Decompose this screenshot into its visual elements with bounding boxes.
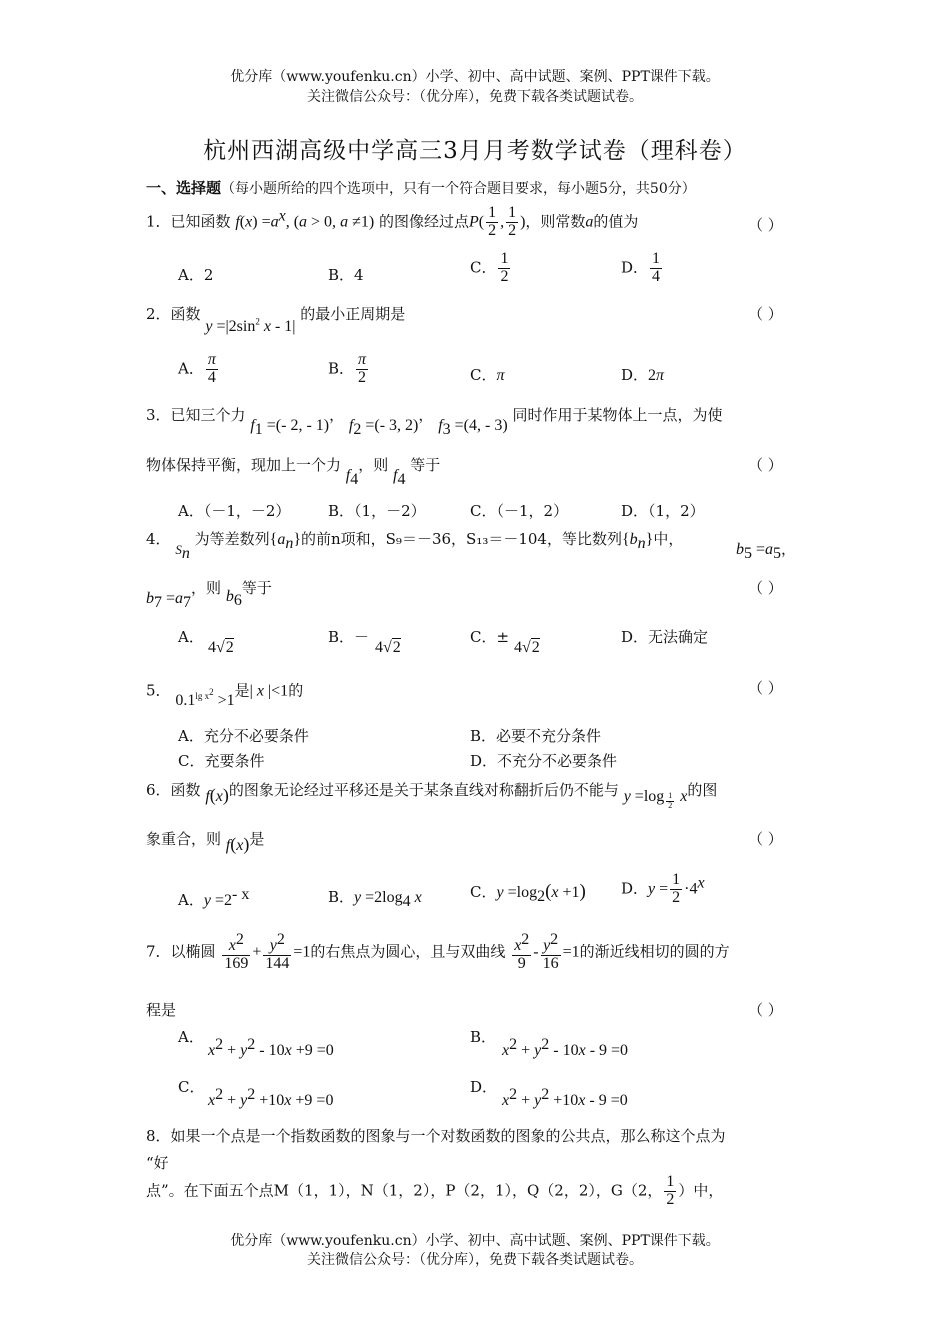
question-4-line-2: $b_7 =a_7$，则 $b_6$等于: [146, 579, 272, 611]
q1-option-a: A．2: [178, 266, 214, 284]
q2-formula: y: [205, 318, 213, 335]
q7-hyperbola: $\frac{x^2}{9}$: [514, 931, 530, 972]
q5-option-c: C．充要条件: [178, 752, 265, 770]
q4-option-c: C．±: [470, 628, 510, 646]
question-4-line-1: 4． $S_n$ 为等差数列$\{a_n\}$的前n项和，S₉＝－36，S₁₃＝－104，等比数列$\{b_n\}$中，: [146, 530, 684, 562]
q4-number: 4．: [146, 530, 171, 548]
q7-option-d: D．: [470, 1078, 498, 1096]
q1-option-d: D． $\frac{1}{4}$: [621, 250, 661, 285]
section-heading: [146, 177, 696, 198]
q5-answer-paren: （ ）: [748, 679, 783, 697]
q3-answer-paren: （ ）: [748, 456, 783, 474]
q2-number: 2．函数: [146, 305, 201, 323]
page-title: 杭州西湖高级中学高三3月月考数学试卷（理科卷）: [203, 138, 747, 164]
q1-option-c: C． $\frac{1}{2}$: [470, 250, 509, 285]
footer-line-1: 优分库（www.youfenku.cn）小学、初中、高中试题、案例、PPT课件下载。: [230, 1233, 720, 1249]
q7-option-a: A．: [178, 1028, 204, 1046]
q3-text: 3．已知三个力: [146, 406, 246, 424]
footer-line-2: 关注微信公众号：（优分库），免费下载各类试题试卷。: [307, 1252, 643, 1268]
q2-option-d: D．2π: [621, 366, 665, 384]
q4-sqrt-c: 4√2: [514, 639, 540, 656]
q3-option-a: A．（－1，－2）: [178, 502, 291, 520]
q2-answer-paren: （ ）: [748, 305, 783, 323]
q2-option-b: B． $\frac{\pi}{2}$: [328, 351, 367, 386]
q5-number: 5．: [146, 681, 171, 700]
q2-text: 的最小正周期是: [300, 305, 406, 323]
q3-option-c: C．（－1，2）: [470, 502, 569, 520]
q3-text-3: 物体保持平衡，现加上一个力: [146, 456, 342, 474]
q7-number: 7．以椭圆: [146, 942, 216, 961]
q4-option-b: B．－: [328, 628, 370, 646]
q7-option-c: C．: [178, 1078, 205, 1096]
question-7-line-2: 程是: [146, 1001, 177, 1019]
q3-option-d: D．（1，2）: [621, 502, 705, 520]
question-6-line-2: 象重合，则 f(x)是: [146, 830, 265, 854]
q5-option-b: B．必要不充分条件: [470, 727, 602, 745]
header-line-1: 优分库（www.youfenku.cn）小学、初中、高中试题、案例、PPT课件下载。: [230, 69, 720, 85]
q2-option-a: A． $\frac{\pi}{4}$: [178, 351, 216, 386]
q4-sqrt-a: 4√2: [208, 639, 234, 656]
q1-text-3: ，则常数: [525, 212, 586, 231]
q4-option-a: A．: [178, 628, 204, 646]
question-7-line-1: 7．以椭圆 $\frac{x^2}{169}$ + $\frac{y^2}{144}$ =1的右焦点为圆心，且与双曲线 $\frac{x^2}{9}$ - $\frac{y^2}{16}$ =1的渐近线相切的圆的方: [146, 931, 730, 972]
q7-option-b: B．: [470, 1028, 497, 1046]
q1-text: 已知函数: [170, 212, 231, 231]
q1-answer-paren: （ ）: [748, 216, 783, 234]
question-6-line-1: 6．函数 f(x)的图象无论经过平移还是关于某条直线对称翻折后仍不能与 y =log $_{\frac{1}{2}}$ x的图: [146, 781, 718, 810]
q3-text-2: 同时作用于某物体上一点，为使: [512, 406, 723, 424]
q1-text-2: 的图像经过点: [378, 212, 469, 231]
q7-formula-d: $x^2 + y^2 +10x - 9 =0$: [502, 1086, 628, 1109]
header-line-2: 关注微信公众号：（优分库），免费下载各类试题试卷。: [307, 89, 643, 105]
question-8-line-1: 8．如果一个点是一个指数函数的图象与一个对数函数的图象的公共点，那么称这个点为: [146, 1127, 726, 1145]
q5-option-a: A．充分不必要条件: [178, 727, 309, 745]
q1-number: 1．: [146, 212, 171, 231]
q4-formula-b5: $b_5 =a_5$，: [736, 540, 797, 562]
q1-text-4: 的值为: [593, 212, 639, 231]
question-5: 5． $0.1^{lg x^2} >1$是| x |<1的: [146, 681, 304, 710]
q1-option-b: B．4: [328, 266, 364, 284]
q4-option-d: D．无法确定: [621, 628, 709, 646]
q6-option-a: A．$y =2^{- x}$: [178, 886, 250, 909]
q6-number: 6．函数: [146, 781, 201, 799]
q7-formula-c: $x^2 + y^2 +10x +9 =0$: [208, 1086, 334, 1109]
q7-ellipse: $\frac{x^2}{169}$: [224, 931, 249, 972]
q5-option-d: D．不充分不必要条件: [470, 752, 618, 770]
q3-option-b: B．（1，－2）: [328, 502, 426, 520]
q6-option-c: C．$y =\log_2(x +1)$: [470, 881, 586, 905]
question-8-line-3: 点”。在下面五个点M（1，1），N（1，2），P（2，1），Q（2，2），G（2， $\frac{1}{2}$ ）中，: [146, 1173, 724, 1208]
q7-formula-a: $x^2 + y^2 - 10x +9 =0$: [208, 1036, 334, 1059]
section-note: （每小题所给的四个选项中，只有一个符合题目要求，每小题5分，共50分）: [221, 181, 696, 197]
q6-option-d: D．y = $\frac{1}{2}$ $\cdot 4^x$: [621, 871, 705, 906]
q4-sqrt-b: 4√2: [375, 639, 401, 656]
q7-answer-paren: （ ）: [748, 1001, 783, 1019]
q6-answer-paren: （ ）: [748, 830, 783, 848]
q8-fraction: $\frac{1}{2}$: [666, 1173, 675, 1208]
q4-answer-paren: （ ）: [748, 579, 783, 597]
question-3-line-2: 物体保持平衡，现加上一个力 $f_4$，则 $f_4$ 等于: [146, 456, 441, 488]
question-3-line-1: 3．已知三个力 $f_1$ =(- 2, - 1)， $f_2$ =(- 3, 2)， $f_3 =(4$, - 3) 同时作用于某物体上一点，为使: [146, 406, 723, 438]
question-8-line-2: “好: [146, 1154, 169, 1172]
question-1: 1．已知函数 $f(x) =a^x$, (a > 0, a ≠1) 的图像经过点P( $\frac{1}{2}$ , $\frac{1}{2}$ )，则常数a的值为: [146, 204, 639, 239]
q1-fraction: $\frac{1}{2}$: [488, 204, 497, 239]
question-2: 2．函数 $y =|2\sin^2$ x - 1| 的最小正周期是: [146, 305, 406, 335]
q1-formula: f: [235, 213, 240, 231]
q2-option-c: C．π: [470, 366, 505, 384]
section-label: 一、选择题: [146, 179, 222, 197]
q7-formula-b: $x^2 + y^2 - 10x - 9 =0$: [502, 1036, 629, 1059]
q6-option-b: B．$y =2\log_4$ x: [328, 888, 422, 910]
